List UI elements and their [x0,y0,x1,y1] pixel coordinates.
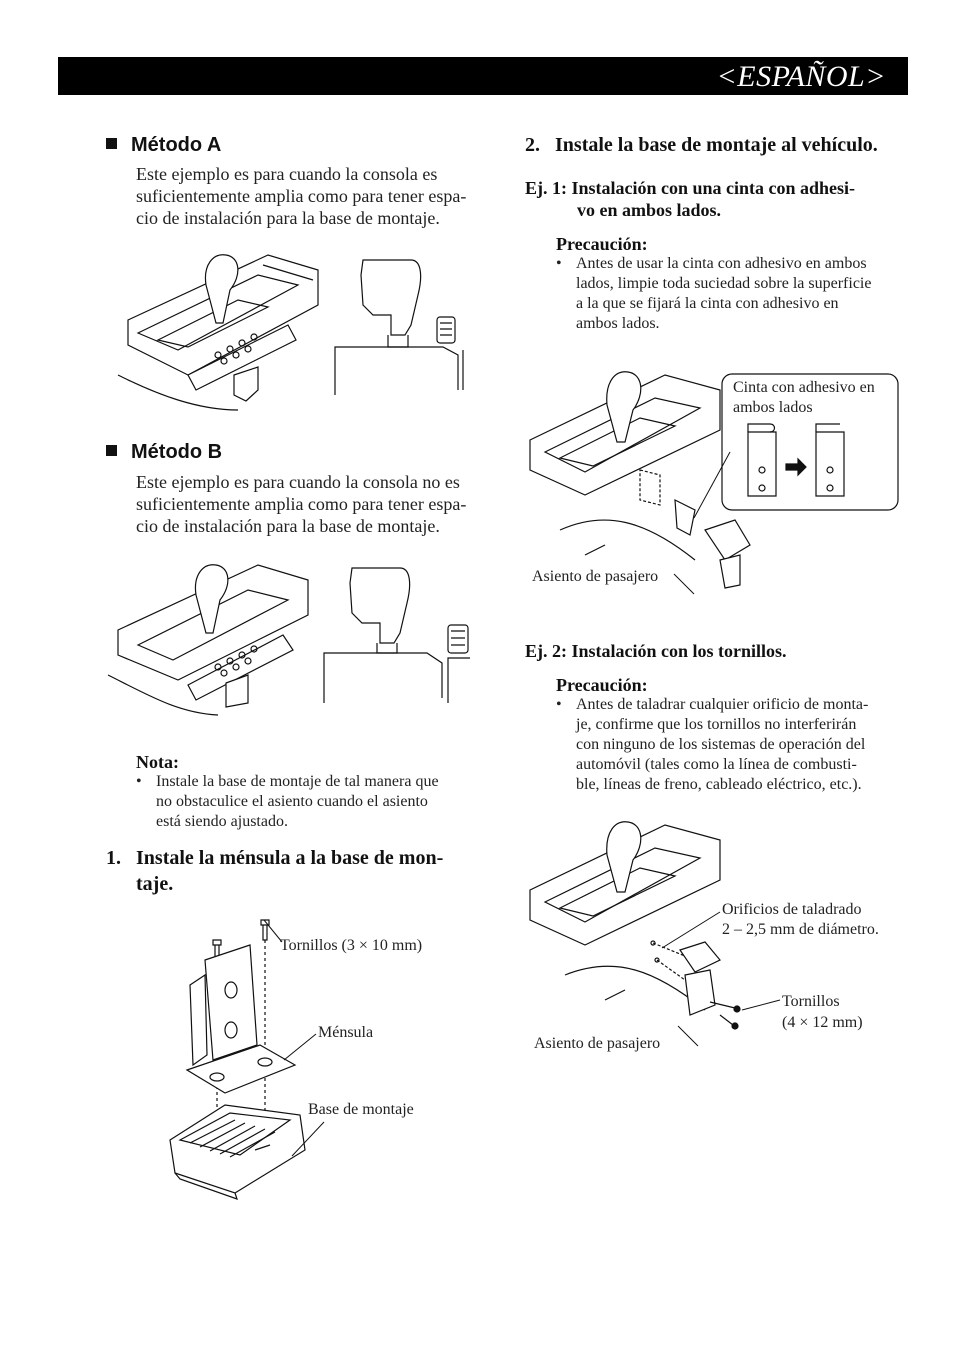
step-2-heading: Instale la base de montaje al vehículo. [555,134,878,156]
ej2-label-screws-line1: Tornillos [782,993,840,1010]
step-1-number: 1. [106,847,121,869]
metodo-a-side-view-illustration [333,255,468,395]
text-line: Instale la ménsula a la base de mon- [136,847,444,869]
text-line: vo en ambos lados. [577,200,722,220]
bullet-icon: • [556,696,562,713]
metodo-a-title [106,134,221,157]
step-1-heading [136,845,506,897]
metodo-b-side-view-illustration [322,563,472,708]
text-line: Este ejemplo es para cuando la consola no es [136,472,460,492]
nota-title: Nota: [136,752,179,772]
leader-line [290,1120,330,1160]
leader-line [672,572,696,596]
metodo-b-title-text: Método B [131,441,223,463]
ej1-caution-title: Precaución: [556,234,648,254]
bullet-icon: • [556,255,562,272]
text-line: Este ejemplo es para cuando la consola es [136,164,438,184]
step-2-number: 2. [525,134,540,156]
text-line: suficientemente amplia como para tener espa- [136,494,467,514]
ej2-label-passenger-seat: Asiento de pasajero [534,1035,661,1052]
ej2-label-holes-line1: Orificios de taladrado [722,901,862,918]
callout-pointer [692,450,732,520]
bullet-icon: • [136,773,142,790]
ej2-heading: Ej. 2: Instalación con los tornillos. [525,641,787,661]
ej1-label-passenger-seat: Asiento de pasajero [532,568,659,585]
leader-line [282,1032,318,1062]
ej2-caution-title: Precaución: [556,675,648,695]
text-line: Antes de taladrar cualquier orificio de monta- [576,696,869,713]
metodo-a-description [136,163,496,229]
text-line: je, confirme que los tornillos no interferirán [576,716,857,733]
square-bullet-icon [106,138,117,149]
leader-line [262,918,286,944]
leader-line [660,910,722,950]
metodo-a-title-text: Método A [131,134,222,156]
text-line: Ej. 1: Instalación con una cinta con adhesi- [525,178,856,198]
text-line: a la que se fijará la cinta con adhesivo en [576,295,839,312]
text-line: ble, líneas de freno, cableado eléctrico, etc.). [576,776,862,793]
language-header-bar [58,57,908,95]
text-line: taje. [136,873,174,895]
text-line: automóvil (tales como la línea de combusti- [576,756,857,773]
text-line: Instale la base de montaje de tal manera que [156,773,439,790]
metodo-b-console-illustration [108,555,318,720]
text-line: no obstaculice el asiento cuando el asiento [156,793,428,810]
metodo-b-description [136,471,496,537]
ej2-label-holes-line2: 2 – 2,5 mm de diámetro. [722,921,879,938]
language-header-text: <ESPAÑOL> [716,60,886,93]
metodo-a-console-illustration [118,245,328,415]
text-line: Antes de usar la cinta con adhesivo en ambos [576,255,867,272]
text-line: cio de instalación para la base de montaje. [136,208,440,228]
text-line: cio de instalación para la base de montaje. [136,516,440,536]
text-line: con ninguno de los sistemas de operación del [576,736,866,753]
text-line: suficientemente amplia como para tener espa- [136,186,467,206]
text-line: ambos lados. [576,315,660,332]
ej2-caution-item [556,695,926,795]
text-line: lados, limpie toda suciedad sobre la superficie [576,275,872,292]
ej2-label-screws-line2: (4 × 12 mm) [782,1014,863,1031]
label-screws-3x10: Tornillos (3 × 10 mm) [280,937,423,954]
nota-bullet-item [136,772,496,832]
ej1-label-tape-line2: ambos lados [733,399,813,416]
metodo-b-title [106,441,222,464]
ej1-heading [525,177,915,221]
text-line: está siendo ajustado. [156,813,288,830]
square-bullet-icon [106,445,117,456]
ej1-label-tape-line1: Cinta con adhesivo en [733,379,875,396]
label-bracket: Ménsula [318,1024,374,1041]
leader-line [676,1024,700,1048]
leader-line [740,998,782,1012]
ej1-caution-item [556,254,916,334]
label-mounting-base: Base de montaje [308,1101,414,1118]
